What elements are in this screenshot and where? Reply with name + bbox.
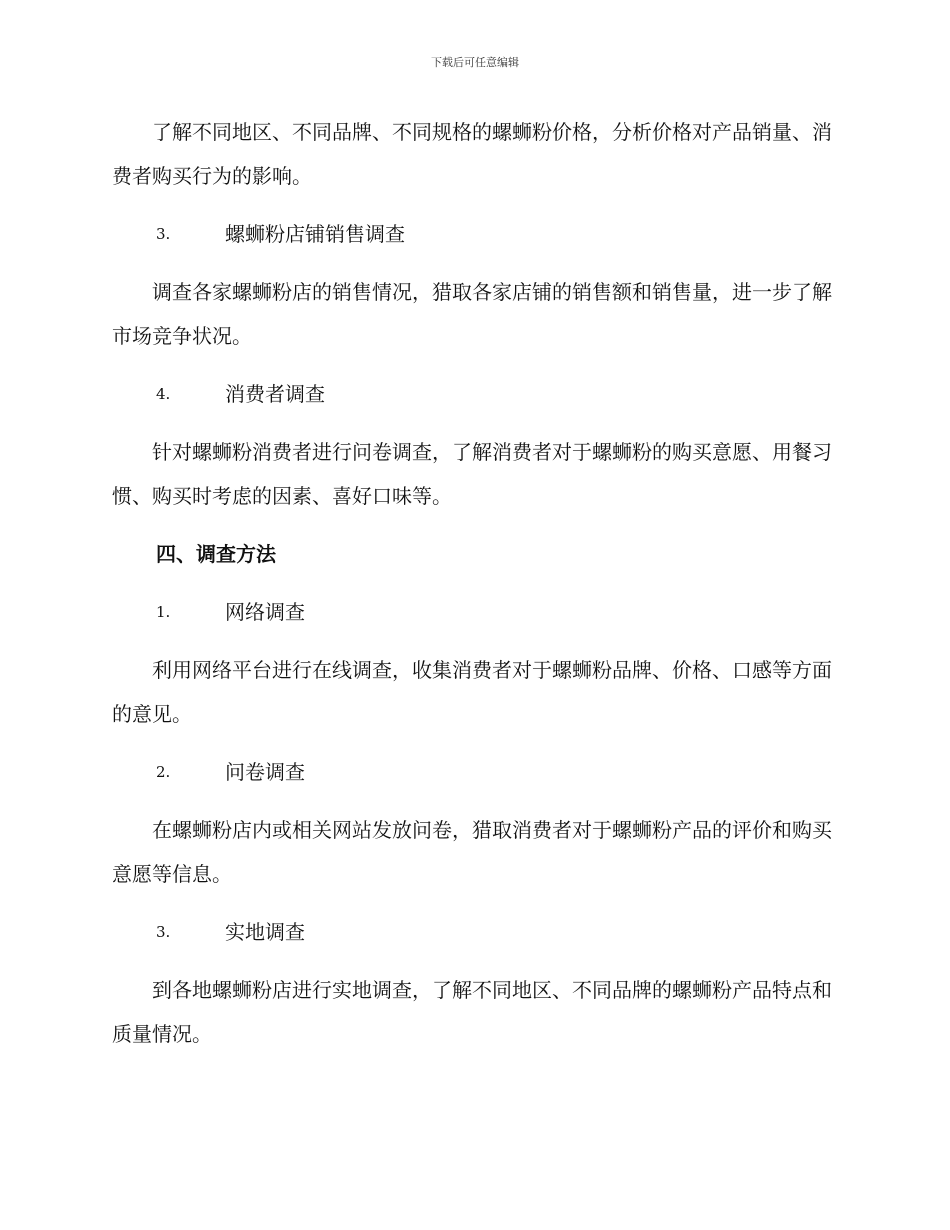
page-header: 下载后可任意编辑 (431, 56, 519, 69)
list-number: 1. (156, 603, 171, 621)
list-number: 3. (156, 225, 171, 243)
spacer (112, 896, 832, 910)
list-item-store-sales (112, 212, 832, 256)
list-item-questionnaire (112, 750, 832, 794)
section-heading-methods: 四、调查方法 (156, 542, 276, 566)
paragraph-online-survey: 利用网络平台进行在线调查，收集消费者对于螺蛳粉品牌、价格、口感等方面的意见。 (112, 658, 832, 726)
document-body (112, 110, 832, 1056)
spacer (112, 518, 832, 532)
spacer (112, 256, 832, 270)
paragraph-field-survey: 到各地螺蛳粉店进行实地调查，了解不同地区、不同品牌的螺蛳粉产品特点和质量情况。 (112, 978, 832, 1046)
list-title: 螺蛳粉店铺销售调查 (225, 222, 405, 246)
list-title: 网络调查 (225, 600, 305, 624)
list-number: 3. (156, 923, 171, 941)
list-item-field-survey (112, 910, 832, 954)
spacer (112, 736, 832, 750)
spacer (112, 794, 832, 808)
list-item-consumer-survey (112, 372, 832, 416)
list-number: 4. (156, 385, 171, 403)
spacer (112, 198, 832, 212)
spacer (112, 358, 832, 372)
paragraph-price-analysis: 了解不同地区、不同品牌、不同规格的螺蛳粉价格，分析价格对产品销量、消费者购买行为的影响。 (112, 120, 832, 188)
list-title: 消费者调查 (225, 382, 325, 406)
paragraph-store-sales: 调查各家螺蛳粉店的销售情况，猎取各家店铺的销售额和销售量，进一步了解市场竞争状况。 (112, 280, 832, 348)
paragraph-consumer-survey: 针对螺蛳粉消费者进行问卷调查，了解消费者对于螺蛳粉的购买意愿、用餐习惯、购买时考虑的因素、喜好口味等。 (112, 440, 832, 508)
list-item-online-survey (112, 590, 832, 634)
list-title: 问卷调查 (225, 760, 305, 784)
spacer (112, 634, 832, 648)
list-title: 实地调查 (225, 920, 305, 944)
list-number: 2. (156, 763, 171, 781)
spacer (112, 576, 832, 590)
paragraph-questionnaire: 在螺蛳粉店内或相关网站发放问卷，猎取消费者对于螺蛳粉产品的评价和购买意愿等信息。 (112, 818, 832, 886)
spacer (112, 954, 832, 968)
spacer (112, 416, 832, 430)
